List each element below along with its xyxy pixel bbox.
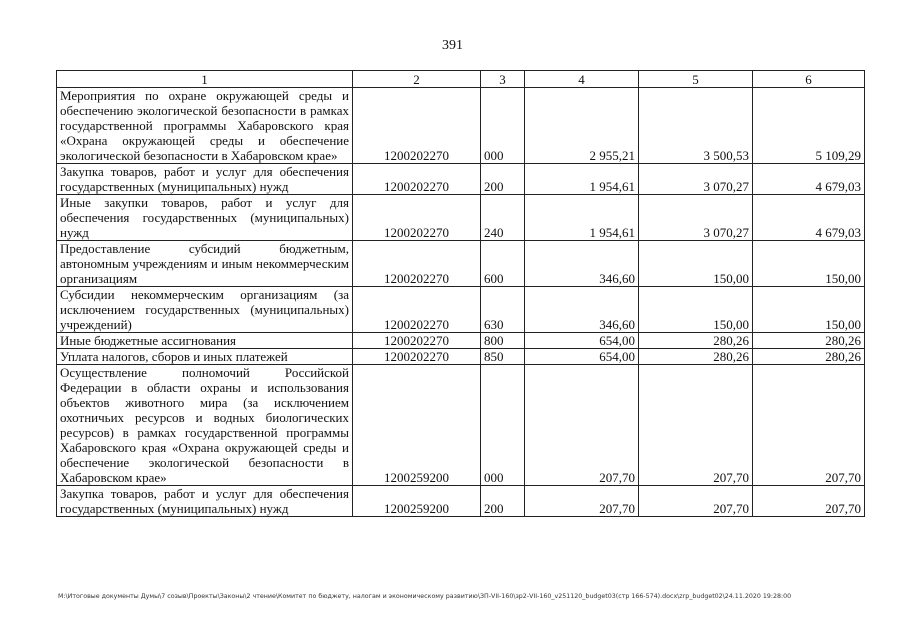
amount-col5: 207,70 [639, 365, 753, 486]
table-row [57, 241, 865, 287]
row-name: Уплата налогов, сборов и иных платежей [57, 349, 353, 365]
column-header: 3 [481, 71, 525, 88]
target-article-code: 1200259200 [353, 365, 481, 486]
amount-col4: 207,70 [525, 365, 639, 486]
amount-col4: 207,70 [525, 486, 639, 517]
row-name: Предоставление субсидий бюджетным, автономным учреждениям и иным некоммерческим организациям [57, 241, 353, 287]
amount-col6: 207,70 [753, 365, 865, 486]
column-header: 1 [57, 71, 353, 88]
expense-type-code: 200 [481, 164, 525, 195]
expense-type-code: 240 [481, 195, 525, 241]
amount-col5: 3 070,27 [639, 164, 753, 195]
expense-type-code: 850 [481, 349, 525, 365]
row-name: Иные бюджетные ассигнования [57, 333, 353, 349]
amount-col5: 280,26 [639, 349, 753, 365]
table-row [57, 365, 865, 486]
target-article-code: 1200202270 [353, 195, 481, 241]
amount-col6: 5 109,29 [753, 88, 865, 164]
target-article-code: 1200202270 [353, 287, 481, 333]
column-header: 6 [753, 71, 865, 88]
table-row [57, 486, 865, 517]
amount-col4: 654,00 [525, 349, 639, 365]
page-number: 391 [442, 38, 463, 53]
amount-col6: 150,00 [753, 241, 865, 287]
row-name: Осуществление полномочий Российской Федерации в области охраны и использования объектов животного мира (за исключением охотничьих ресурсов и водных биологических ресурсов) в рамках государственной программы Хабаровского края «Охрана окружающей среды и обеспечение экологической безопасности в Хабаровском крае» [57, 365, 353, 486]
amount-col5: 3 070,27 [639, 195, 753, 241]
table-row [57, 195, 865, 241]
target-article-code: 1200202270 [353, 164, 481, 195]
column-header: 4 [525, 71, 639, 88]
target-article-code: 1200259200 [353, 486, 481, 517]
amount-col5: 3 500,53 [639, 88, 753, 164]
expense-type-code: 630 [481, 287, 525, 333]
amount-col4: 2 955,21 [525, 88, 639, 164]
row-name: Закупка товаров, работ и услуг для обеспечения государственных (муниципальных) нужд [57, 486, 353, 517]
column-header: 2 [353, 71, 481, 88]
amount-col5: 150,00 [639, 287, 753, 333]
amount-col4: 1 954,61 [525, 164, 639, 195]
amount-col6: 4 679,03 [753, 164, 865, 195]
target-article-code: 1200202270 [353, 349, 481, 365]
amount-col5: 207,70 [639, 486, 753, 517]
table-header-row [57, 71, 865, 88]
amount-col5: 280,26 [639, 333, 753, 349]
row-name: Закупка товаров, работ и услуг для обеспечения государственных (муниципальных) нужд [57, 164, 353, 195]
row-name: Субсидии некоммерческим организациям (за исключением государственных (муниципальных) учреждений) [57, 287, 353, 333]
table-row [57, 349, 865, 365]
amount-col6: 207,70 [753, 486, 865, 517]
table-row [57, 164, 865, 195]
expense-type-code: 600 [481, 241, 525, 287]
expense-type-code: 000 [481, 88, 525, 164]
row-name: Иные закупки товаров, работ и услуг для обеспечения государственных (муниципальных) нужд [57, 195, 353, 241]
table-row [57, 333, 865, 349]
expense-type-code: 800 [481, 333, 525, 349]
file-path-footer: M:\Итоговые документы Думы\7 созыв\Проекты\Законы\2 чтение\Комитет по бюджету, налогам и экономическому развитию\ЗП-VII-160\зр2-VII-160_v251120_budget03(стр 166-574).docx\zrp_budget02\24.11.2020 19:28:00 [58, 593, 792, 600]
column-header: 5 [639, 71, 753, 88]
table-row [57, 88, 865, 164]
target-article-code: 1200202270 [353, 241, 481, 287]
amount-col4: 654,00 [525, 333, 639, 349]
amount-col4: 346,60 [525, 241, 639, 287]
amount-col4: 1 954,61 [525, 195, 639, 241]
amount-col6: 150,00 [753, 287, 865, 333]
amount-col4: 346,60 [525, 287, 639, 333]
budget-table [56, 70, 865, 517]
amount-col5: 150,00 [639, 241, 753, 287]
expense-type-code: 000 [481, 365, 525, 486]
table-row [57, 287, 865, 333]
amount-col6: 280,26 [753, 349, 865, 365]
target-article-code: 1200202270 [353, 88, 481, 164]
expense-type-code: 200 [481, 486, 525, 517]
row-name: Мероприятия по охране окружающей среды и обеспечению экологической безопасности в рамках государственной программы Хабаровского края «Охрана окружающей среды и обеспечение экологической безопасности в Хабаровском крае» [57, 88, 353, 164]
amount-col6: 280,26 [753, 333, 865, 349]
target-article-code: 1200202270 [353, 333, 481, 349]
amount-col6: 4 679,03 [753, 195, 865, 241]
